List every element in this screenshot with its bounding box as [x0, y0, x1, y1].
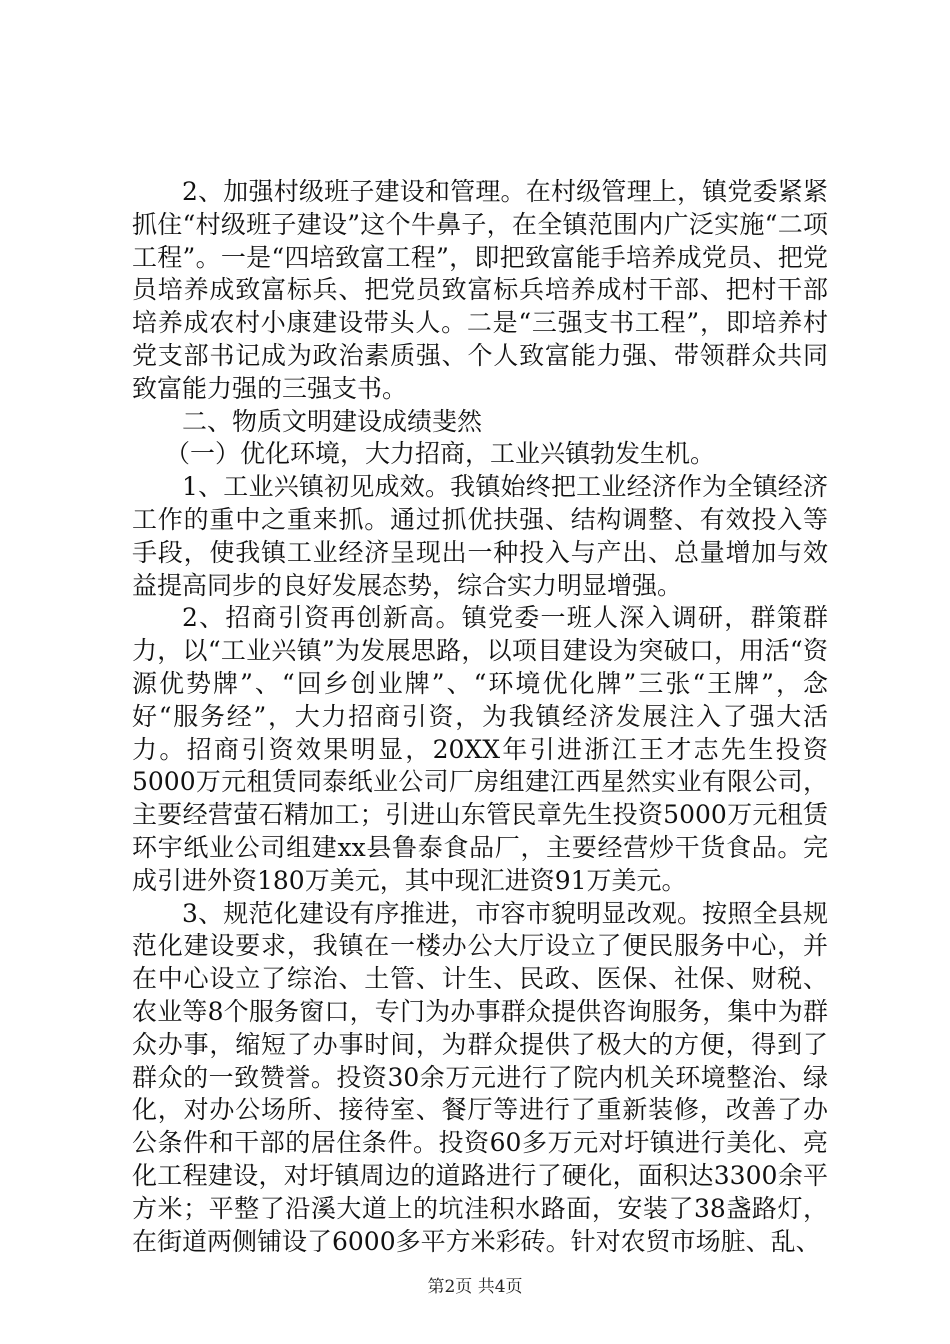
- section-heading-material-civilization: 二、物质文明建设成绩斐然: [182, 406, 483, 436]
- paragraph-standardized-construction: 3、规范化建设有序推进，市容市貌明显改观。按照全县规范化建设要求，我镇在一楼办公大厅设立了便民服务中心，并在中心设立了综治、土管、计生、民政、医保、社保、财税、农业等8个服务窗口，专门为办事群众提供咨询服务，集中为群众办事，缩短了办事时间，为群众提供了极大的方便，得到了群众的一致赞誉。投资30余万元进行了院内机关环境整治、绿化，对办公场所、接待室、餐厅等进行了重新装修，改善了办公条件和干部的居住条件。投资60多万元对圩镇进行美化、亮化工程建设，对圩镇周边的道路进行了硬化，面积达3300余平方米；平整了沿溪大道上的坑洼积水路面，安装了38盏路灯，在街道两侧铺设了6000多平方米彩砖。针对农贸市场脏、乱、: [132, 898, 828, 1256]
- page-number-footer: 第2页 共4页: [427, 1277, 523, 1297]
- paragraph-investment-attraction: 2、招商引资再创新高。镇党委一班人深入调研，群策群力，以“工业兴镇”为发展思路，以项目建设为突破口，用活“资源优势牌”、“回乡创业牌”、“环境优化牌”三张“王牌”，念好“服务经”，大力招商引资，为我镇经济发展注入了强大活力。招商引资效果明显，20XX年引进浙江王才志先生投资5000万元租赁同泰纸业公司厂房组建江西星然实业有限公司，主要经营萤石精加工；引进山东管民章先生投资5000万元租赁环宇纸业公司组建xx县鲁泰食品厂，主要经营炒干货食品。完成引进外资180万美元，其中现汇进资91万美元。: [132, 603, 828, 895]
- subsection-heading-optimize-environment: （一）优化环境，大力招商，工业兴镇勃发生机。: [165, 439, 716, 469]
- paragraph-village-team-building: 2、加强村级班子建设和管理。在村级管理上，镇党委紧紧抓住“村级班子建设”这个牛鼻子，在全镇范围内广泛实施“二项工程”。一是“四培致富工程”，即把致富能手培养成党员、把党员培养成致富标兵、把党员致富标兵培养成村干部、把村干部培养成农村小康建设带头人。二是“三强支书工程”，即培养村党支部书记成为政治素质强、个人致富能力强、带领群众共同致富能力强的三强支书。: [132, 177, 828, 403]
- document-body: [132, 176, 828, 1258]
- paragraph-industry-results: 1、工业兴镇初见成效。我镇始终把工业经济作为全镇经济工作的重中之重来抓。通过抓优扶强、结构调整、有效投入等手段，使我镇工业经济呈现出一种投入与产出、总量增加与效益提高同步的良好发展态势，综合实力明显增强。: [132, 472, 828, 600]
